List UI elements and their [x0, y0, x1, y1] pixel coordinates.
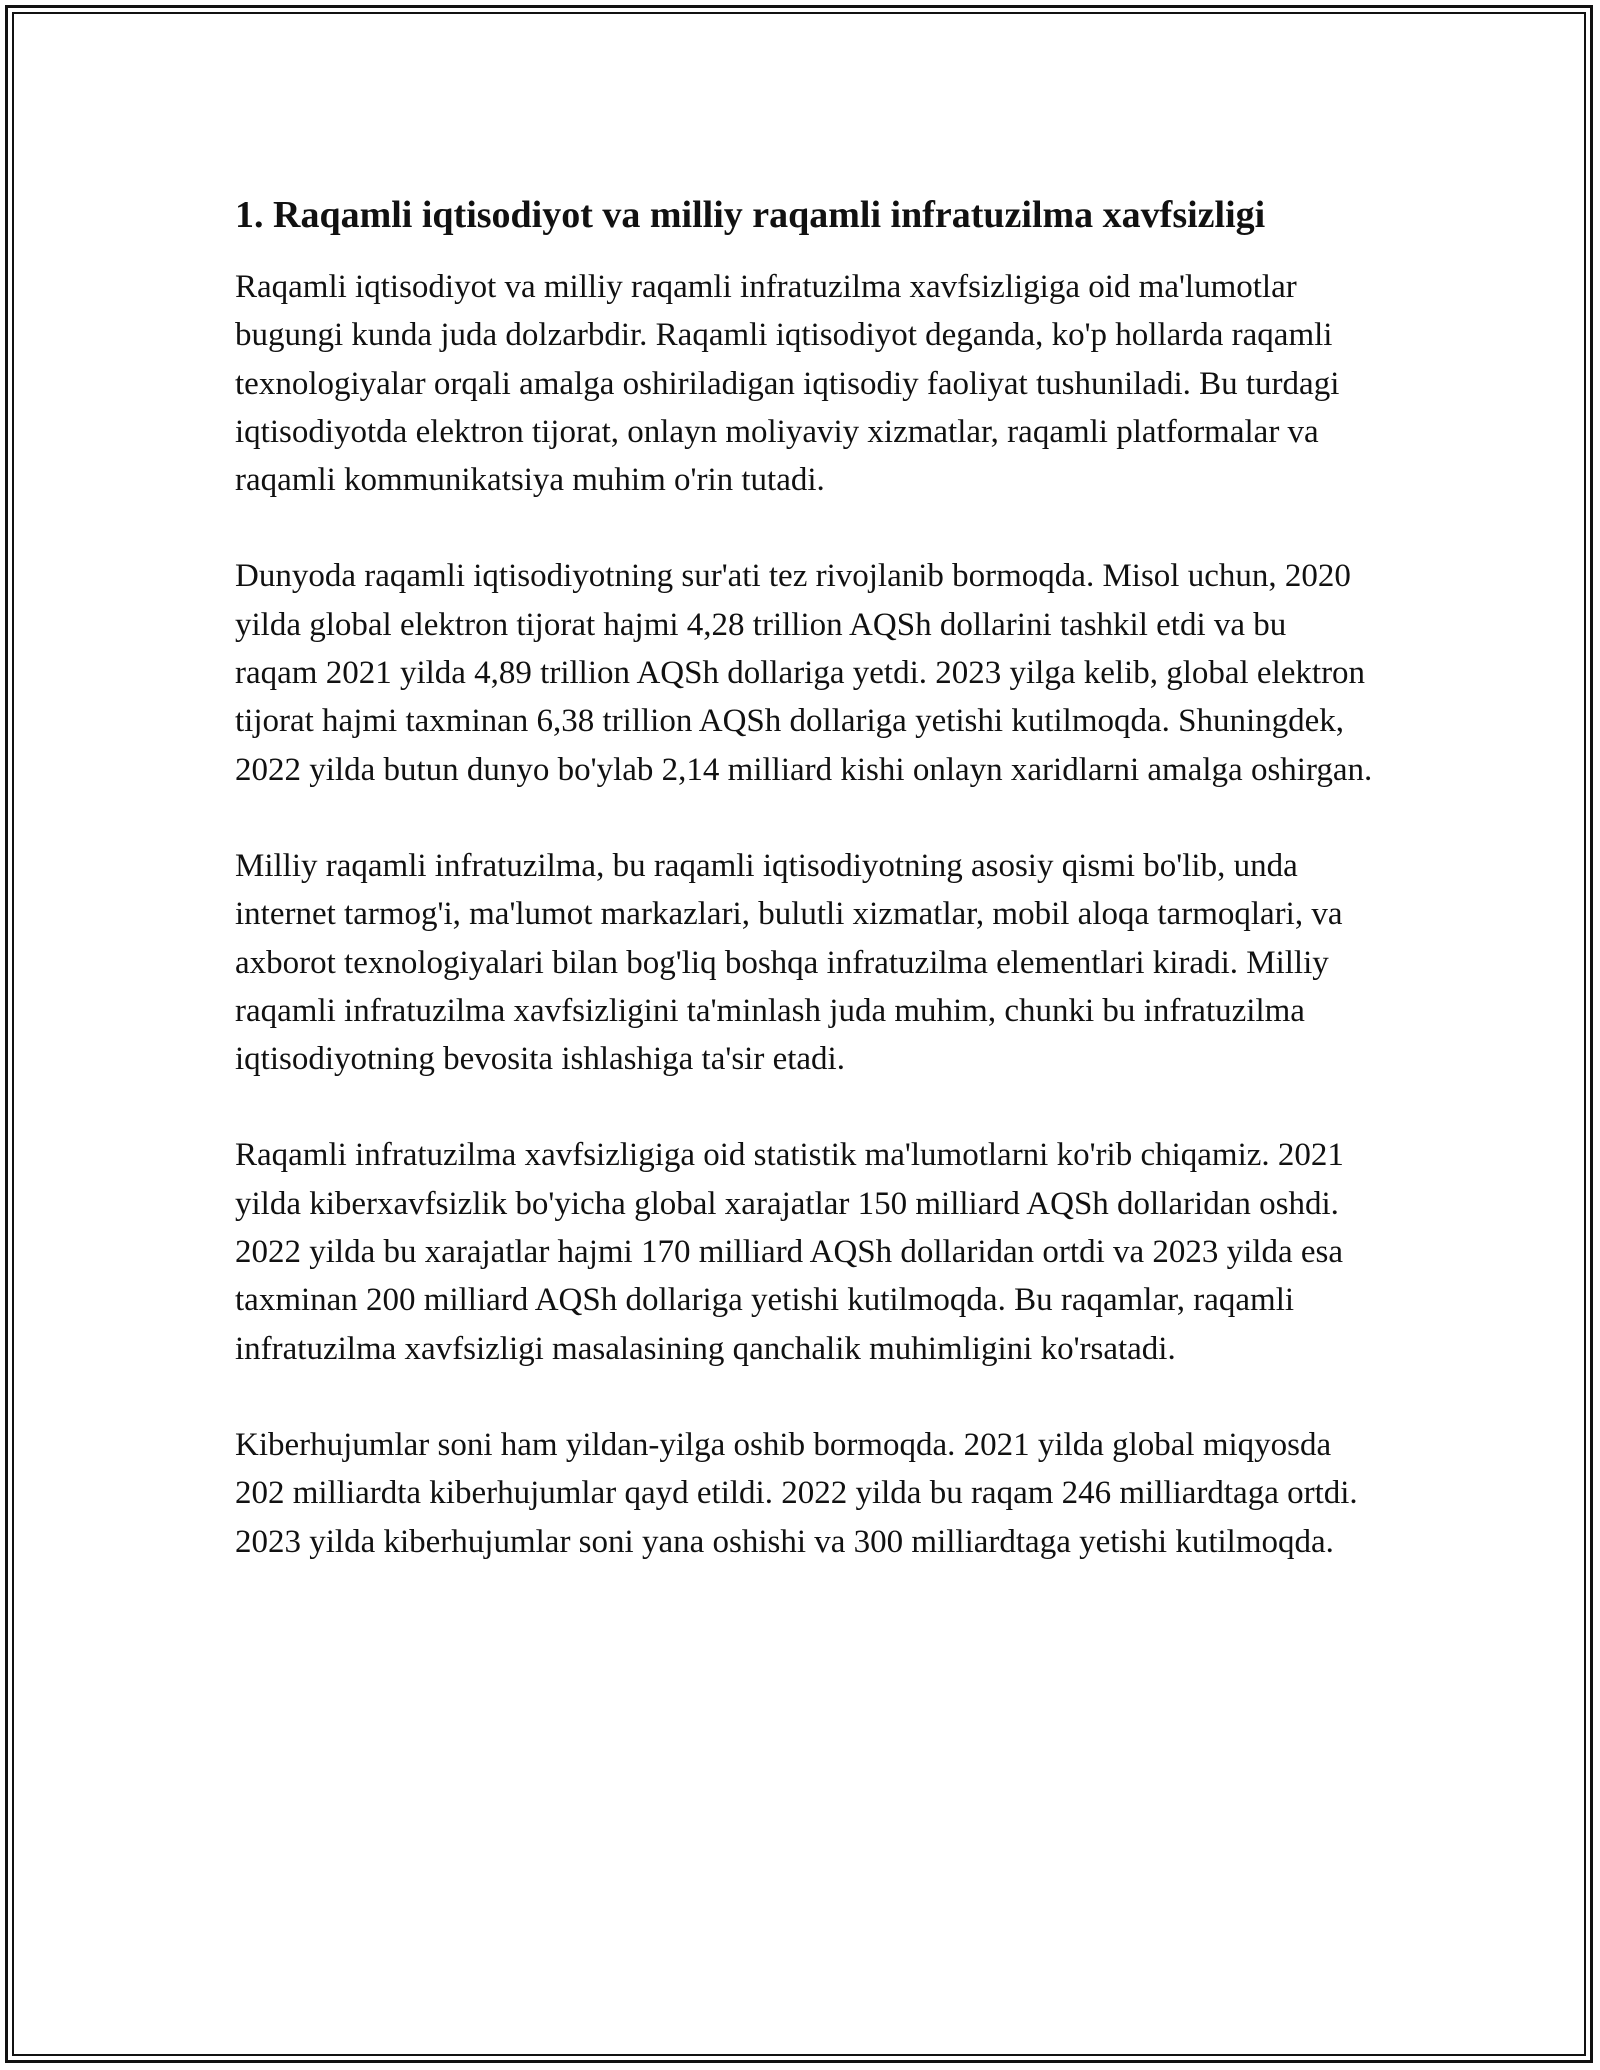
document-body	[235, 188, 1375, 1614]
section-heading: 1. Raqamli iqtisodiyot va milliy raqamli infratuzilma xavfsizligi	[235, 194, 1266, 236]
paragraph-security-spending: Raqamli infratuzilma xavfsizligiga oid statistik ma'lumotlarni ko'rib chiqamiz. 2021 yilda kiberxavfsizlik bo'yicha global xarajatlar 150 milliard AQSh dollaridan oshdi. 2022 yilda bu xarajatlar hajmi 170 milliard AQSh dollaridan ortdi va 2023 yilda esa taxminan 200 milliard AQSh dollariga yetishi kutilmoqda. Bu raqamlar, raqamli infratuzilma xavfsizligi masalasining qanchalik muhimligini ko'rsatadi.	[235, 1137, 1344, 1367]
paragraph-cyberattacks: Kiberhujumlar soni ham yildan-yilga oshib bormoqda. 2021 yilda global miqyosda 202 milliardta kiberhujumlar qayd etildi. 2022 yilda bu raqam 246 milliardtaga ortdi. 2023 yilda kiberhujumlar soni yana oshishi va 300 milliardtaga yetishi kutilmoqda.	[235, 1426, 1358, 1560]
paragraph-ecommerce-growth: Dunyoda raqamli iqtisodiyotning sur'ati tez rivojlanib bormoqda. Misol uchun, 2020 yilda global elektron tijorat hajmi 4,28 trillion AQSh dollarini tashkil etdi va bu raqam 2021 yilda 4,89 trillion AQSh dollariga yetdi. 2023 yilga kelib, global elektron tijorat hajmi taxminan 6,38 trillion AQSh dollariga yetishi kutilmoqda. Shuningdek, 2022 yilda butun dunyo bo'ylab 2,14 milliard kishi onlayn xaridlarni amalga oshirgan.	[235, 558, 1373, 788]
paragraph-intro: Raqamli iqtisodiyot va milliy raqamli infratuzilma xavfsizligiga oid ma'lumotlar bugungi kunda juda dolzarbdir. Raqamli iqtisodiyot deganda, ko'p hollarda raqamli texnologiyalar orqali amalga oshiriladigan iqtisodiy faoliyat tushuniladi. Bu turdagi iqtisodiyotda elektron tijorat, onlayn moliyaviy xizmatlar, raqamli platformalar va raqamli kommunikatsiya muhim o'rin tutadi.	[235, 269, 1340, 499]
paragraph-national-infrastructure: Milliy raqamli infratuzilma, bu raqamli iqtisodiyotning asosiy qismi bo'lib, unda internet tarmog'i, ma'lumot markazlari, bulutli xizmatlar, mobil aloqa tarmoqlari, va axborot texnologiyalari bilan bog'liq boshqa infratuzilma elementlari kiradi. Milliy raqamli infratuzilma xavfsizligini ta'minlash juda muhim, chunki bu infratuzilma iqtisodiyotning bevosita ishlashiga ta'sir etadi.	[235, 847, 1343, 1078]
